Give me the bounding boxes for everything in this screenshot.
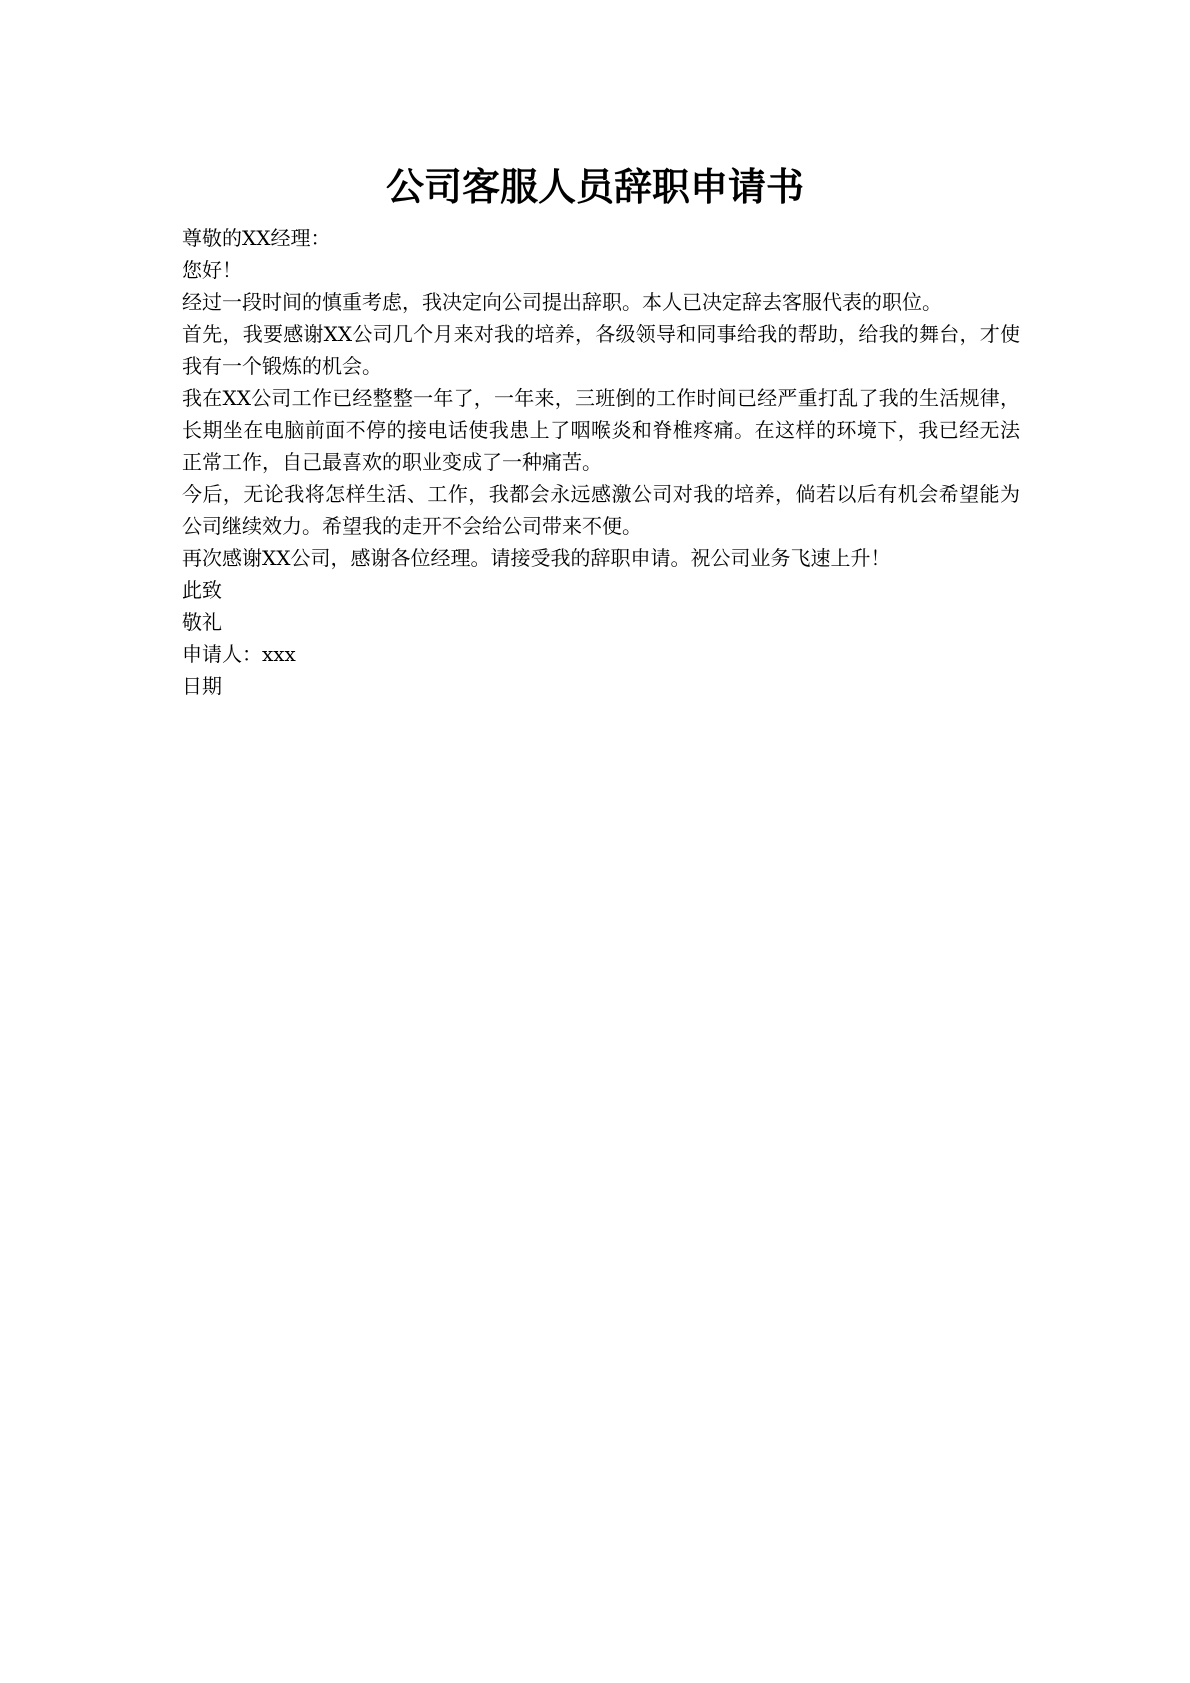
paragraph: 再次感谢XX公司，感谢各位经理。请接受我的辞职申请。祝公司业务飞速上升！ [182,546,891,570]
paragraph: 我在XX公司工作已经整整一年了，一年来，三班倒的工作时间已经严重打乱了我的生活规律，长期坐在电脑前面不停的接电话使我患上了咽喉炎和脊椎疼痛。在这样的环境下，我已经无法正常工作，自己最喜欢的职业变成了一种痛苦。 [182,386,1020,474]
paragraph: 经过一段时间的慎重考虑，我决定向公司提出辞职。本人已决定辞去客服代表的职位。 [182,290,942,314]
paragraph: 今后，无论我将怎样生活、工作，我都会永远感激公司对我的培养，倘若以后有机会希望能为公司继续效力。希望我的走开不会给公司带来不便。 [182,482,1020,538]
greeting: 您好！ [182,258,242,282]
date-line: 日期 [182,674,222,698]
closing-regards: 敬礼 [182,610,222,634]
applicant-line: 申请人：xxx [182,642,296,666]
letter-body [182,222,1020,702]
paragraph: 首先，我要感谢XX公司几个月来对我的培养，各级领导和同事给我的帮助，给我的舞台，才使我有一个锻炼的机会。 [182,322,1020,378]
document-title: 公司客服人员辞职申请书 [385,164,804,209]
salutation: 尊敬的XX经理： [182,226,331,250]
closing-line: 此致 [182,578,222,602]
